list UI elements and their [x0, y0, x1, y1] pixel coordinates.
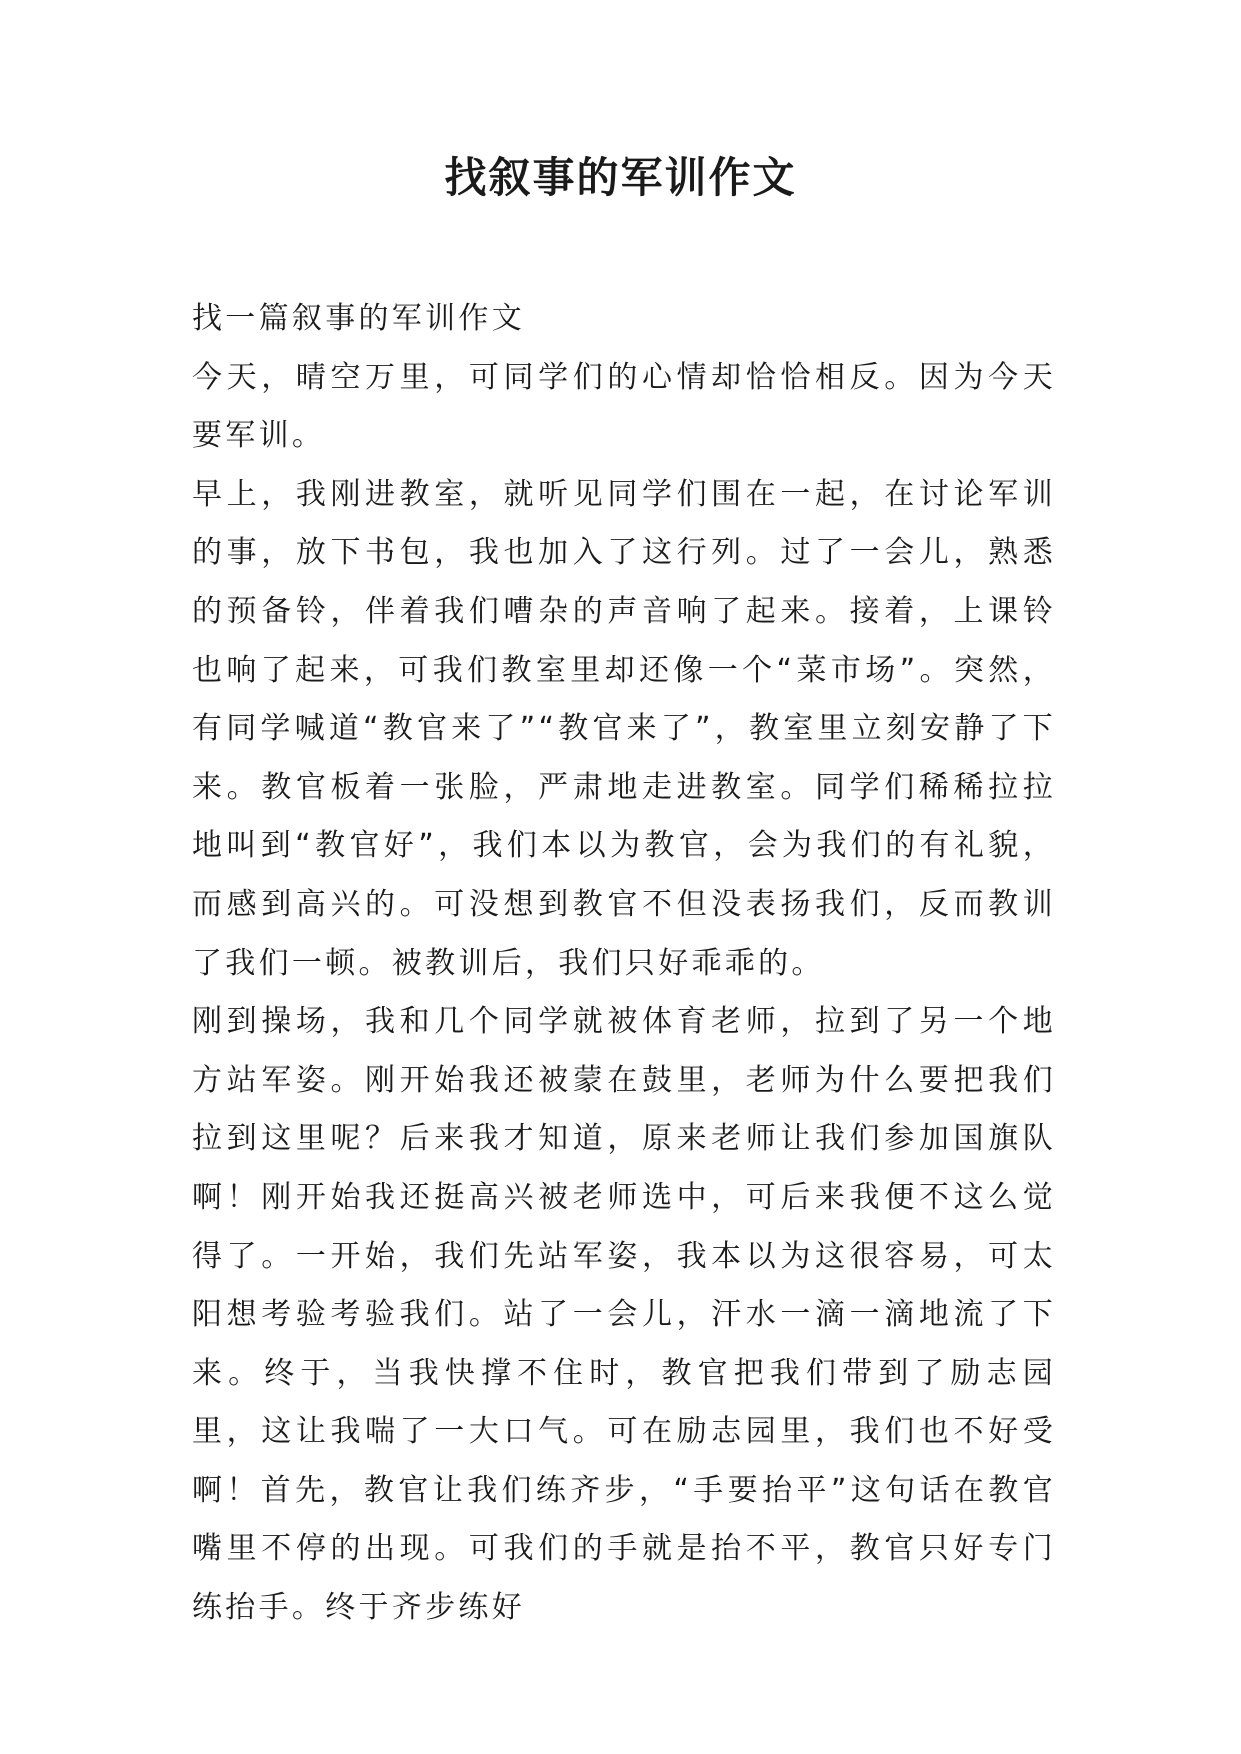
paragraph: 早上，我刚进教室，就听见同学们围在一起，在讨论军训的事，放下书包，我也加入了这行列。过了一会儿，熟悉的预备铃，伴着我们嘈杂的声音响了起来。接着，上课铃也响了起来，可我们教室里却还像一个“菜市场”。突然，有同学喊道“教官来了”“教官来了”，教室里立刻安静了下来。教官板着一张脸，严肃地走进教室。同学们稀稀拉拉地叫到“教官好”，我们本以为教官，会为我们的有礼貌，而感到高兴的。可没想到教官不但没表扬我们，反而教训了我们一顿。被教训后，我们只好乖乖的。 — [192, 476, 1056, 981]
paragraph-subtitle: 找一篇叙事的军训作文 — [192, 301, 525, 336]
document-title: 找叙事的军训作文 — [444, 153, 797, 202]
paragraph: 今天，晴空万里，可同学们的心情却恰恰相反。因为今天要军训。 — [192, 359, 1056, 454]
paragraph: 刚到操场，我和几个同学就被体育老师，拉到了另一个地方站军姿。刚开始我还被蒙在鼓里，老师为什么要把我们拉到这里呢？后来我才知道，原来老师让我们参加国旗队啊！刚开始我还挺高兴被老师选中，可后来我便不这么觉得了。一开始，我们先站军姿，我本以为这很容易，可太阳想考验考验我们。站了一会儿，汗水一滴一滴地流了下来。终于，当我快撑不住时，教官把我们带到了励志园里，这让我喘了一大口气。可在励志园里，我们也不好受啊！首先，教官让我们练齐步，“手要抬平”这句话在教官嘴里不停的出现。可我们的手就是抬不平，教官只好专门练抬手。终于齐步练好 — [192, 1004, 1056, 1626]
document-body — [192, 290, 1056, 1638]
